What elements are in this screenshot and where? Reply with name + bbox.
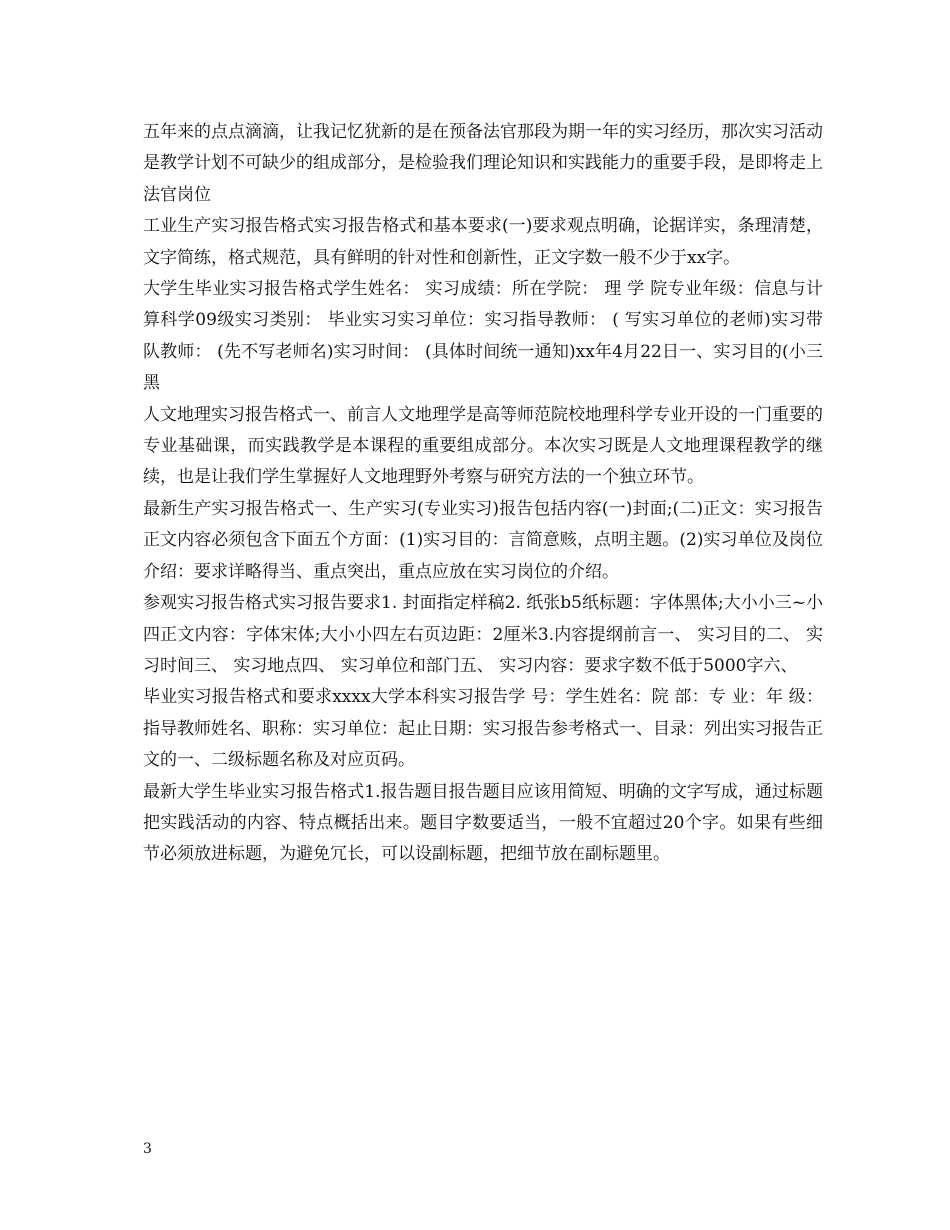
paragraph: 最新大学生毕业实习报告格式1.报告题目报告题目应该用简短、明确的文字写成，通过标题把实践活动的内容、特点概括出来。题目字数要适当，一般不宜超过20个字。如果有些细节必须放进标题，为避免冗长，可以设副标题，把细节放在副标题里。 [143,781,823,865]
paragraph: 参观实习报告格式实习报告要求1. 封面指定样稿2. 纸张b5纸标题：字体黑体;大小小三~小四正文内容：字体宋体;大小小四左右页边距：2厘米3.内容提纲前言一、 实习目的二、 实习时间三、 实习地点四、 实习单位和部门五、 实习内容：要求字数不低于5000字六、 [143,593,823,676]
paragraph: 最新生产实习报告格式一、生产实习(专业实习)报告包括内容(一)封面;(二)正文：实习报告正文内容必须包含下面五个方面：(1)实习目的：言简意赅，点明主题。(2)实习单位及岗位介绍：要求详略得当、重点突出，重点应放在实习岗位的介绍。 [143,498,823,582]
paragraph: 大学生毕业实习报告格式学生姓名： 实习成绩：所在学院： 理 学 院专业年级：信息与计算科学09级实习类别： 毕业实习实习单位：实习指导教师： ( 写实习单位的老师)实习带队教师： (先不写老师名)实习时间： (具体时间统一通知)xx年4月22日一、实习目的(小三黑 [143,279,823,394]
paragraph: 人文地理实习报告格式一、前言人文地理学是高等师范院校地理科学专业开设的一门重要的专业基础课，而实践教学是本课程的重要组成部分。本次实习既是人文地理课程教学的继续，也是让我们学生掌握好人文地理野外考察与研究方法的一个独立环节。 [143,404,823,488]
paragraph: 五年来的点点滴滴，让我记忆犹新的是在预备法官那段为期一年的实习经历，那次实习活动是教学计划不可缺少的组成部分，是检验我们理论知识和实践能力的重要手段，是即将走上法官岗位 [143,122,823,205]
page-number: 3 [143,1141,152,1157]
paragraph: 工业生产实习报告格式实习报告格式和基本要求(一)要求观点明确，论据详实，条理清楚，文字简练，格式规范，具有鲜明的针对性和创新性，正文字数一般不少于xx字。 [143,216,823,268]
document-body [143,117,823,871]
paragraph: 毕业实习报告格式和要求xxxx大学本科实习报告学 号：学生姓名：院 部：专 业：年 级：指导教师姓名、职称：实习单位：起止日期：实习报告参考格式一、目录：列出实习报告正文的一、二级标题名称及对应页码。 [143,687,823,771]
